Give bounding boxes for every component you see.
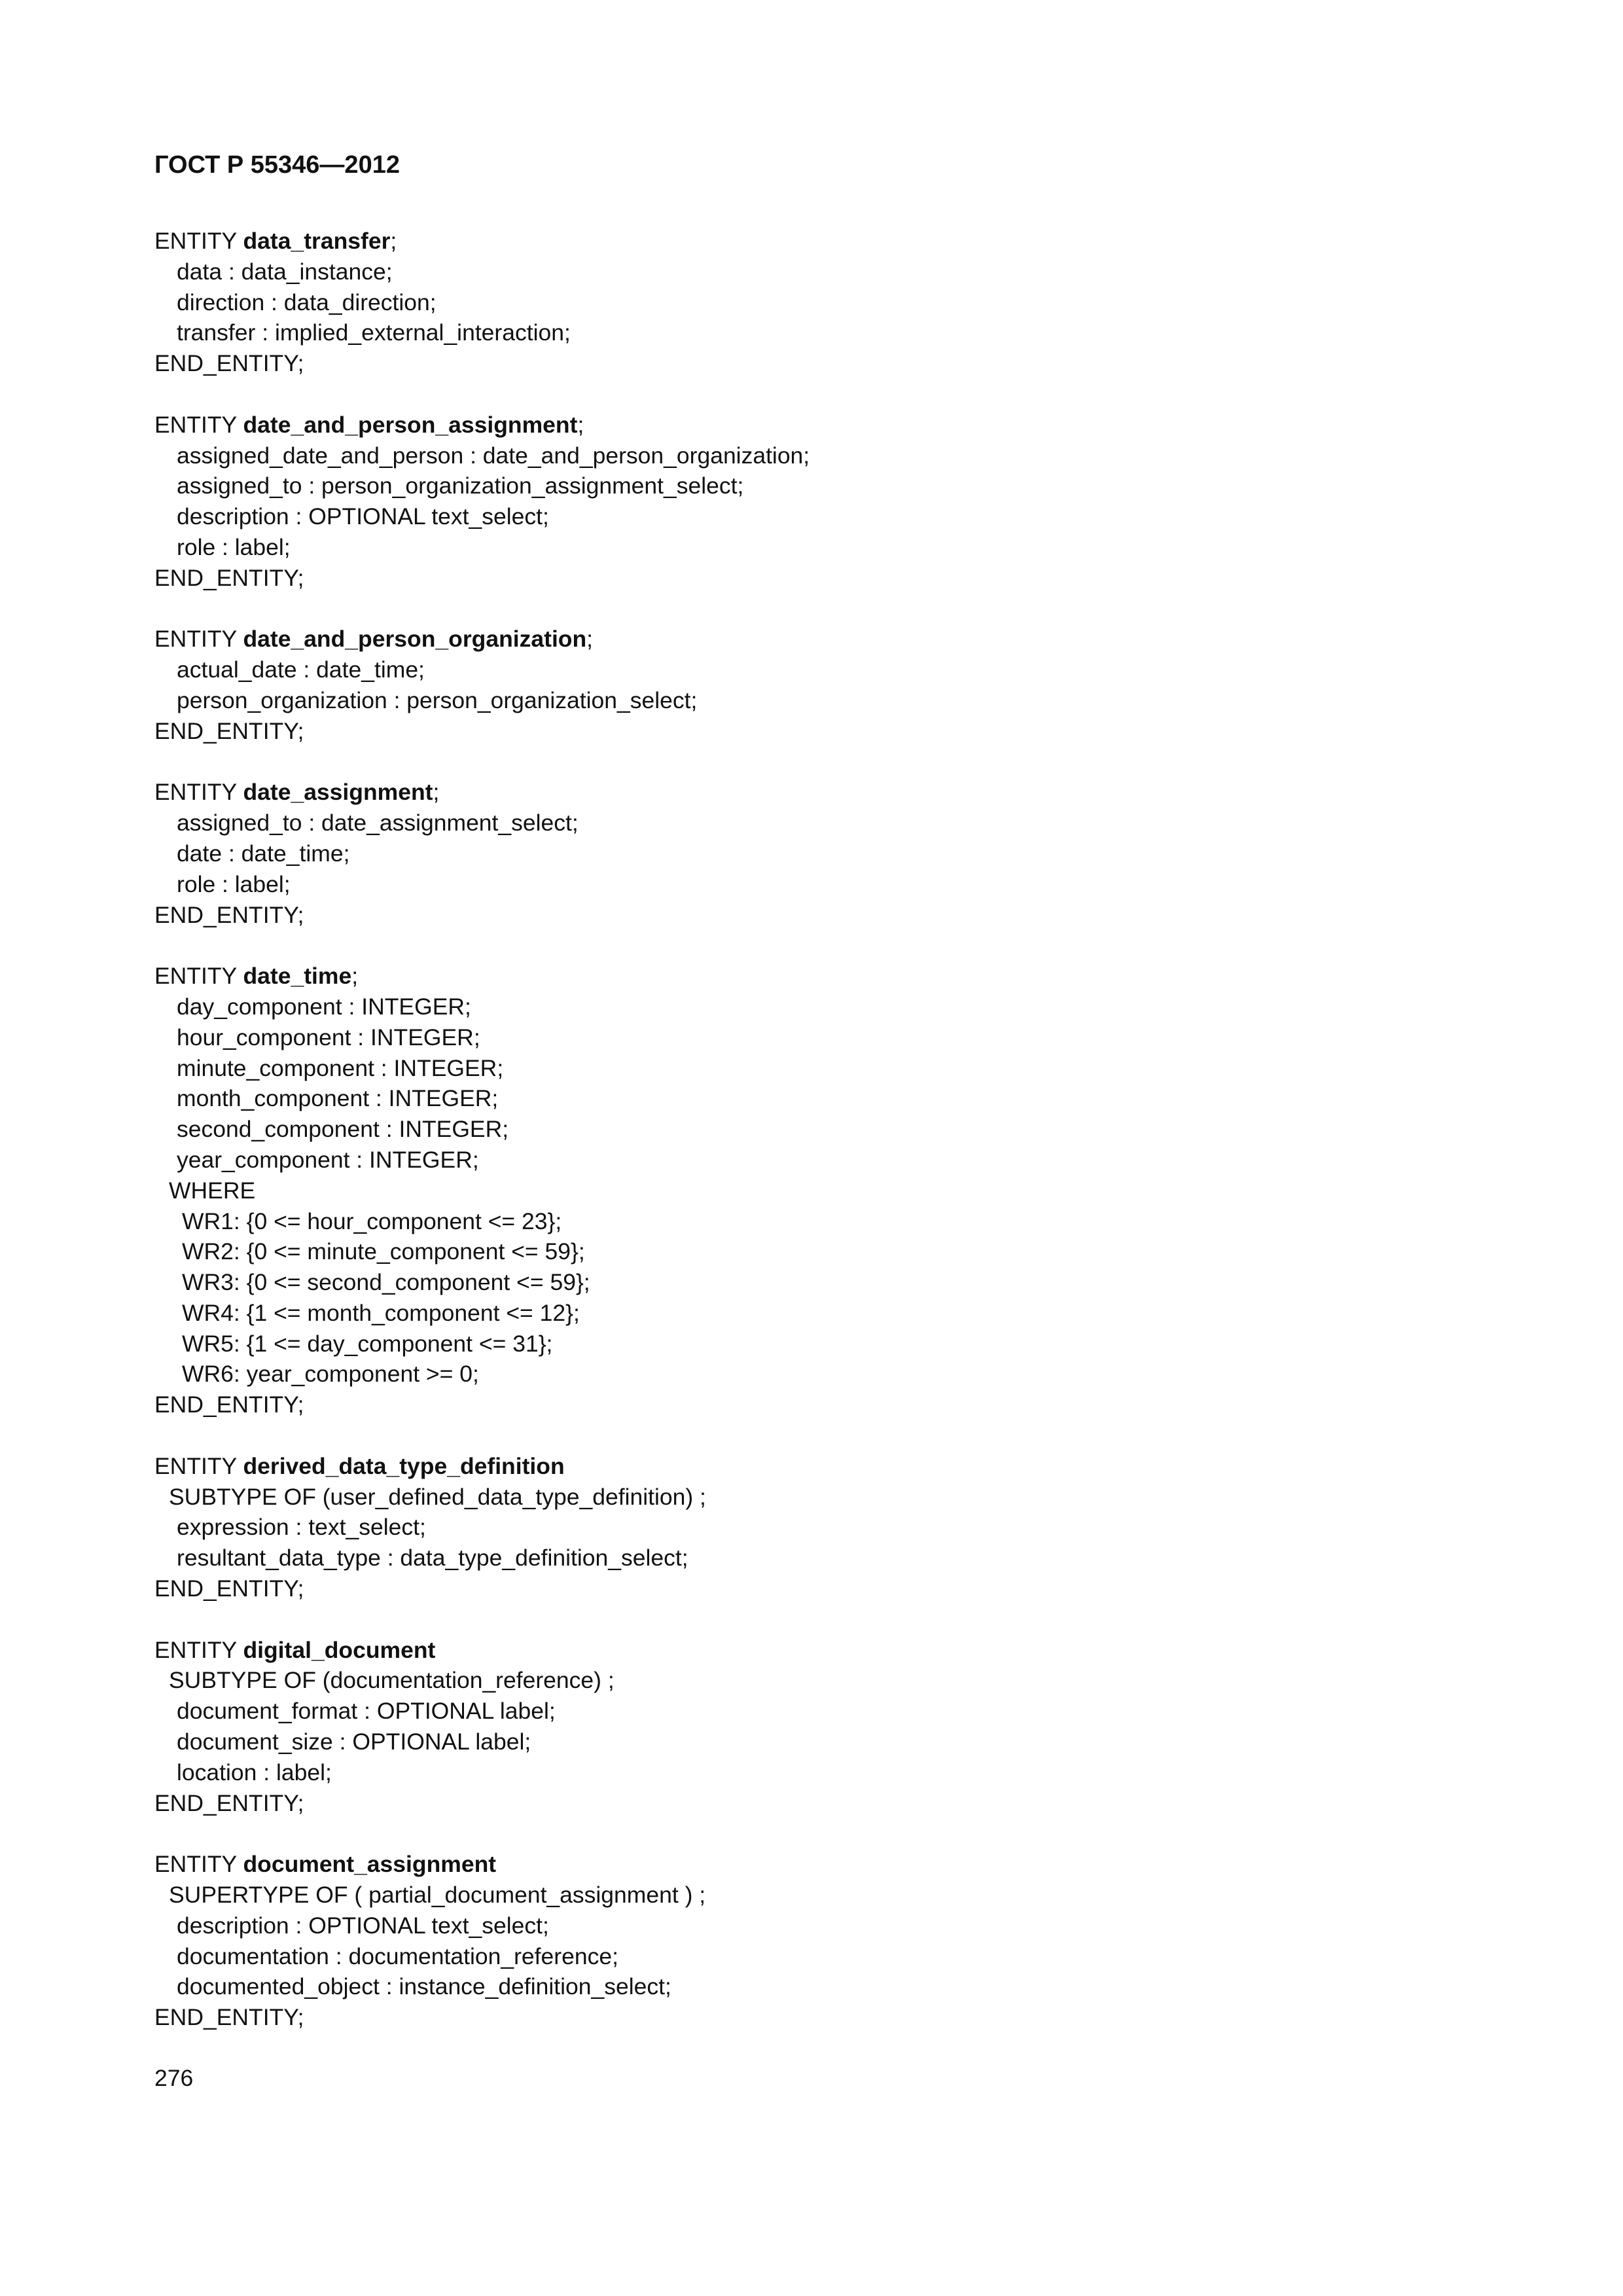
- attribute-line: description : OPTIONAL text_select;: [177, 503, 549, 530]
- entity-name: date_time: [243, 963, 352, 990]
- attribute-line: hour_component : INTEGER;: [177, 1024, 480, 1050]
- attribute-line: documentation : documentation_reference;: [177, 1943, 618, 1969]
- attribute-line: assigned_to : person_organization_assignment_select;: [177, 473, 744, 499]
- attribute-line: direction : data_direction;: [177, 289, 437, 315]
- entity-suffix: ;: [433, 779, 440, 806]
- where-rule-line: WR1: {0 <= hour_component <= 23};: [182, 1208, 562, 1234]
- attribute-line: location : label;: [177, 1759, 332, 1785]
- attribute-line: role : label;: [177, 533, 291, 560]
- entity-declaration: [154, 777, 810, 808]
- entity-declaration: [154, 1635, 810, 1666]
- attribute-line: assigned_to : date_assignment_select;: [177, 810, 579, 836]
- attribute-line: person_organization : person_organization_select;: [177, 687, 698, 713]
- entity-name: date_and_person_assignment: [243, 411, 578, 438]
- attribute-line: second_component : INTEGER;: [177, 1116, 509, 1143]
- entity-keyword: ENTITY: [154, 963, 243, 990]
- where-rule-line: WR6: year_component >= 0;: [182, 1361, 479, 1388]
- where-rule-line: WR2: {0 <= minute_component <= 59};: [182, 1238, 585, 1265]
- entity-declaration: [154, 961, 810, 992]
- entity-keyword: ENTITY: [154, 626, 243, 653]
- entity-keyword: ENTITY: [154, 228, 243, 254]
- attribute-line: description : OPTIONAL text_select;: [177, 1912, 549, 1939]
- attribute-line: minute_component : INTEGER;: [177, 1054, 504, 1081]
- end-entity-line: END_ENTITY;: [154, 901, 304, 928]
- clause-line: SUPERTYPE OF ( partial_document_assignment ) ;: [169, 1882, 706, 1909]
- attribute-line: resultant_data_type : data_type_definition_select;: [177, 1545, 688, 1571]
- attribute-line: actual_date : date_time;: [177, 656, 425, 683]
- entity-block-date-and-person-assignment: [154, 410, 810, 594]
- entity-block-date-assignment: [154, 777, 810, 930]
- attribute-line: expression : text_select;: [177, 1514, 426, 1541]
- entity-keyword: ENTITY: [154, 1452, 243, 1479]
- clause-line: SUBTYPE OF (user_defined_data_type_definition) ;: [169, 1483, 706, 1510]
- attribute-line: document_size : OPTIONAL label;: [177, 1729, 531, 1755]
- express-schema-listing: [154, 226, 810, 2064]
- entity-suffix: ;: [586, 626, 594, 653]
- entity-suffix: ;: [351, 963, 359, 990]
- entity-declaration: [154, 1849, 810, 1880]
- attribute-line: day_component : INTEGER;: [177, 993, 471, 1020]
- attribute-line: date : date_time;: [177, 840, 350, 867]
- entity-block-derived-data-type-definition: [154, 1451, 810, 1604]
- attribute-line: year_component : INTEGER;: [177, 1146, 479, 1173]
- attribute-line: assigned_date_and_person : date_and_person_organization;: [177, 442, 810, 469]
- entity-keyword: ENTITY: [154, 411, 243, 438]
- entity-declaration: [154, 1451, 810, 1482]
- entity-declaration: [154, 226, 810, 257]
- attribute-line: document_format : OPTIONAL label;: [177, 1698, 556, 1725]
- entity-name: date_and_person_organization: [243, 626, 587, 653]
- attribute-line: documented_object : instance_definition_select;: [177, 1973, 671, 2000]
- entity-block-document-assignment: [154, 1849, 810, 2033]
- entity-declaration: [154, 410, 810, 440]
- entity-block-digital-document: [154, 1635, 810, 1819]
- entity-declaration: [154, 624, 810, 655]
- entity-keyword: ENTITY: [154, 779, 243, 806]
- attribute-line: transfer : implied_external_interaction;: [177, 319, 571, 346]
- page-number: 276: [154, 2065, 194, 2091]
- end-entity-line: END_ENTITY;: [154, 1575, 304, 1602]
- end-entity-line: END_ENTITY;: [154, 717, 304, 744]
- end-entity-line: END_ENTITY;: [154, 564, 304, 591]
- attribute-line: data : data_instance;: [177, 258, 393, 285]
- entity-keyword: ENTITY: [154, 1636, 243, 1663]
- end-entity-line: END_ENTITY;: [154, 2004, 304, 2031]
- end-entity-line: END_ENTITY;: [154, 1789, 304, 1816]
- entity-block-date-and-person-organization: [154, 624, 810, 746]
- attribute-line: month_component : INTEGER;: [177, 1085, 499, 1112]
- where-rule-line: WR5: {1 <= day_component <= 31};: [182, 1330, 553, 1357]
- clause-line: WHERE: [169, 1177, 256, 1204]
- entity-name: digital_document: [243, 1636, 436, 1663]
- entity-suffix: ;: [390, 228, 397, 254]
- entity-block-data-transfer: [154, 226, 810, 379]
- entity-suffix: ;: [577, 411, 584, 438]
- clause-line: SUBTYPE OF (documentation_reference) ;: [169, 1667, 615, 1694]
- entity-keyword: ENTITY: [154, 1851, 243, 1878]
- end-entity-line: END_ENTITY;: [154, 350, 304, 377]
- where-rule-line: WR4: {1 <= month_component <= 12};: [182, 1299, 580, 1326]
- entity-name: data_transfer: [243, 228, 391, 254]
- where-rule-line: WR3: {0 <= second_component <= 59};: [182, 1269, 590, 1296]
- standard-header: ГОСТ Р 55346—2012: [154, 151, 400, 179]
- entity-name: document_assignment: [243, 1851, 497, 1878]
- end-entity-line: END_ENTITY;: [154, 1391, 304, 1418]
- entity-name: date_assignment: [243, 779, 433, 806]
- entity-block-date-time: [154, 961, 810, 1420]
- entity-name: derived_data_type_definition: [243, 1452, 565, 1479]
- attribute-line: role : label;: [177, 870, 291, 897]
